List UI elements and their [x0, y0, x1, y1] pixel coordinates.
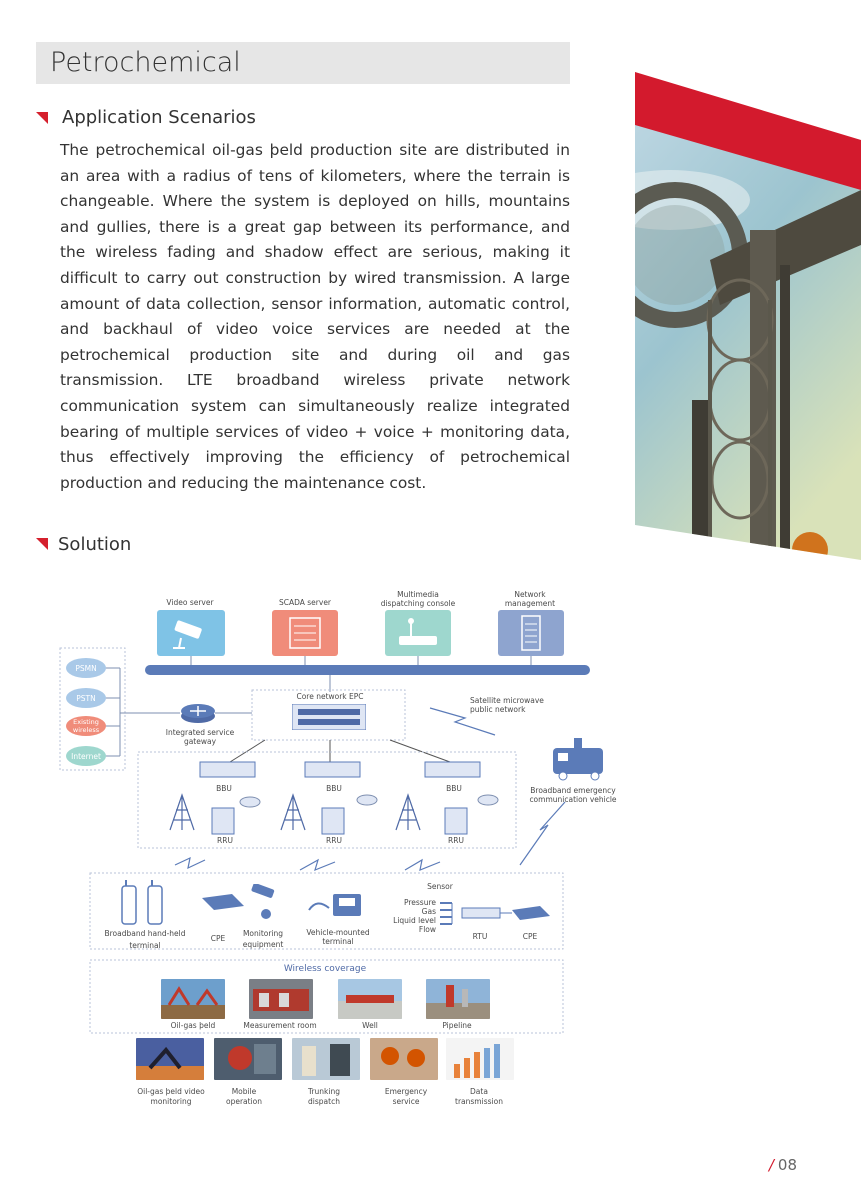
- label-gateway: Integrated service gateway: [165, 728, 235, 746]
- vehicle-terminal-icon: [305, 890, 365, 920]
- label-rru-3: RRU: [448, 836, 464, 845]
- page-number-value: 08: [777, 1156, 797, 1174]
- label-emergency-service: Emergency service: [384, 1087, 428, 1106]
- label-emergency-vehicle: Broadband emergency communication vehicle: [529, 786, 617, 804]
- sensor-flow: Flow: [418, 925, 436, 934]
- dispatch-console-icon: [385, 610, 451, 656]
- photo-data-transmission: [446, 1038, 514, 1080]
- label-rru-1: RRU: [217, 836, 233, 845]
- label-video-monitoring: Oil-gas þeld video monitoring: [137, 1087, 205, 1106]
- scada-server-icon: [272, 610, 338, 656]
- label-satellite: Satellite microwave public network: [470, 696, 544, 714]
- title-bar: [36, 42, 570, 84]
- cloud-pstn: PSTN: [76, 694, 96, 703]
- label-bbu-1: BBU: [216, 784, 232, 793]
- handheld-terminal-icon: [118, 880, 168, 926]
- label-scada-server: SCADA server: [278, 598, 332, 607]
- cloud-existing-wireless: Existing wireless: [72, 718, 100, 734]
- label-measurement-room: Measurement room: [243, 1021, 317, 1030]
- section-marker-icon: [36, 112, 48, 124]
- label-well: Well: [362, 1021, 378, 1030]
- label-sensor: Sensor: [427, 882, 453, 891]
- sensor-liquid-level: Liquid level: [393, 916, 436, 925]
- photo-well: [338, 979, 402, 1019]
- backbone-bus: [145, 665, 590, 675]
- label-monitoring: Monitoring equipment: [242, 929, 284, 949]
- section-heading-scenarios: Application Scenarios: [62, 107, 256, 128]
- epc-chassis-icon: [292, 704, 366, 730]
- label-core-network: Core network EPC: [296, 692, 364, 701]
- page-number: [769, 1156, 797, 1174]
- photo-pipeline: [426, 979, 490, 1019]
- photo-measurement-room: [249, 979, 313, 1019]
- label-bbu-2: BBU: [326, 784, 342, 793]
- label-dispatch-console: Multimedia dispatching console: [380, 590, 456, 608]
- tower-icons: [170, 795, 420, 830]
- photo-emergency-service: [370, 1038, 438, 1080]
- label-rtu: RTU: [472, 932, 488, 941]
- scenario-paragraph: The petrochemical oil-gas þeld production site are distributed in an area with a radius of tens of kilometers, where the terrain is changeable. Where the system is deployed on hills, mountains and gullies, there is a great gap between its performance, and the wireless fading and shadow effect are serious, making it difficult to carry out construction by wired transmission. A large amount of data collection, sensor information, automatic control, and backhaul of video voice services are needed at the petrochemical production site and during oil and gas transmission. LTE broadband wireless private network communication system can simultaneously realize integrated bearing of multiple services of video + voice + monitoring data, thus effectively improving the efficiency of petrochemical production and reducing the maintenance cost.: [60, 141, 570, 492]
- cloud-psmn: PSMN: [75, 664, 97, 673]
- label-mobile-operation: Mobile operation: [225, 1087, 262, 1106]
- cloud-internet: Internet: [71, 752, 101, 761]
- sensor-pressure: Pressure: [403, 898, 436, 907]
- page-slash-icon: /: [768, 1156, 774, 1174]
- label-bbu-3: BBU: [446, 784, 462, 793]
- label-cpe-2: CPE: [522, 932, 538, 941]
- photo-video-monitoring: [136, 1038, 204, 1080]
- photo-oil-gas-field: [161, 979, 225, 1019]
- network-management-icon: [498, 610, 564, 656]
- label-vehicle-mounted: Vehicle-mounted terminal: [306, 928, 370, 946]
- label-video-server: Video server: [166, 598, 214, 607]
- label-handheld: Broadband hand-held terminal: [104, 929, 186, 950]
- label-trunking-dispatch: Trunking dispatch: [307, 1087, 340, 1106]
- page-title: Petrochemical: [50, 47, 241, 78]
- label-wireless-coverage: Wireless coverage: [283, 964, 367, 974]
- oil-pump-photo: [630, 70, 861, 560]
- cpe-monitoring-icon: [200, 884, 282, 920]
- label-data-transmission: Data transmission: [455, 1087, 503, 1106]
- label-network-management: Network management: [504, 590, 556, 608]
- sensor-rtu-cpe-icon: [440, 898, 552, 928]
- label-rru-2: RRU: [326, 836, 342, 845]
- video-server-icon: [157, 610, 225, 656]
- photo-mobile-operation: [214, 1038, 282, 1080]
- label-cpe-1: CPE: [210, 934, 226, 943]
- label-oil-gas-field: Oil-gas þeld: [170, 1021, 216, 1030]
- section-heading-solution: Solution: [58, 534, 132, 555]
- photo-trunking-dispatch: [292, 1038, 360, 1080]
- label-pipeline: Pipeline: [442, 1021, 472, 1030]
- router-icon: [180, 702, 216, 724]
- sensor-gas: Gas: [421, 907, 436, 916]
- section-marker-icon-2: [36, 538, 48, 550]
- emergency-vehicle-icon: [553, 738, 603, 780]
